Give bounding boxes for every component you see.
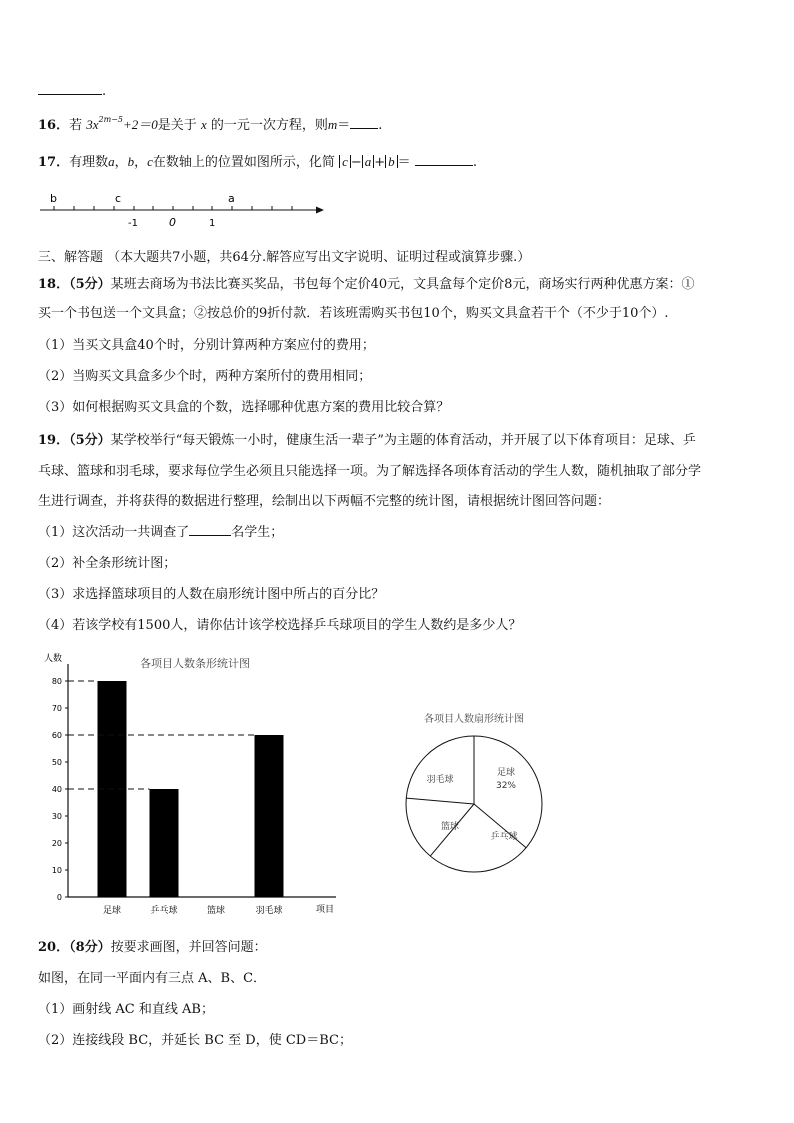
- q16-mid: 是关于: [157, 118, 197, 133]
- bar-chart: [36, 644, 356, 924]
- question-19-line3: 生进行调查，并将获得的数据进行整理，绘制出以下两幅不完整的统计图，请根据统计图回答问题：: [38, 494, 611, 509]
- q16-prefix: 若: [69, 118, 83, 133]
- q17-var-a: a: [108, 154, 115, 169]
- answer-blank: [350, 116, 378, 129]
- bar-chart-xlabel: 项目: [316, 905, 335, 915]
- pie-percent-label: 32%: [495, 781, 517, 791]
- question-19-sub1: [38, 521, 283, 540]
- question-19-sub4: （4）若该学校有1500人，请你估计该学校选择乒乓球项目的学生人数约是多少人？: [38, 618, 522, 633]
- q15-answer-line: [38, 82, 106, 99]
- point-label-b: b: [50, 192, 57, 205]
- pie-slice-label: 篮球: [440, 822, 460, 832]
- q17-plus: +: [374, 155, 386, 170]
- question-17: [38, 151, 477, 170]
- question-19-sub3: （3）求选择篮球项目的人数在扇形统计图中所占的百分比？: [38, 587, 385, 602]
- question-16: [38, 114, 382, 133]
- q17-text-a: 有理数: [69, 155, 109, 170]
- pie-chart: [396, 708, 556, 878]
- pie-slice-label: 足球: [496, 768, 516, 778]
- q19-sub1-a: （1）这次活动一共调查了: [38, 525, 190, 540]
- q17-var-c: c: [147, 154, 153, 169]
- q16-var-x: x: [200, 117, 207, 132]
- q17-abs-a: a: [362, 155, 375, 168]
- bar-1: [150, 789, 179, 897]
- question-19-sub2: （2）补全条形统计图；: [38, 556, 177, 571]
- pie-chart-title: 各项目人数扇形统计图: [424, 714, 524, 725]
- q20-text-1: 按要求画图，并回答问题：: [110, 940, 267, 955]
- x-tick-label: 足球: [102, 906, 122, 916]
- q16-mid2: 的一元一次方程，则: [210, 118, 328, 133]
- q16-equation-exponent: 2m−5: [98, 115, 123, 124]
- q15-tail: .: [102, 84, 107, 99]
- y-tick-label: 0: [56, 893, 62, 902]
- question-20-sub1: （1）画射线 AC 和直线 AB；: [38, 1002, 214, 1017]
- q17-sep: ，: [134, 155, 148, 170]
- q19-text-1: 某学校举行“每天锻炼一小时，健康生活一辈子”为主题的体育活动，并开展了以下体育项目：足球、乒: [110, 433, 696, 448]
- question-18-sub3: （3）如何根据购买文具盒的个数，选择哪种优惠方案的费用比较合算？: [38, 400, 450, 415]
- question-19-line1: [38, 429, 696, 448]
- answer-blank: [189, 523, 231, 536]
- question-20-line1: [38, 936, 267, 955]
- point-label-c: c: [115, 192, 122, 205]
- q16-equation-coef: 3x: [86, 117, 99, 132]
- q17-minus: −: [350, 155, 362, 170]
- y-tick-label: 30: [51, 812, 62, 821]
- question-19-line2: 乓球、篮球和羽毛球，要求每位学生必须且只能选择一项。为了解选择各项体育活动的学生人数，随机抽取了部分学: [38, 464, 702, 479]
- question-18-line2: 买一个书包送一个文具盒；②按总价的9折付款．若该班需购买书包10个，购买文具盒若干个（不少于10个）.: [38, 306, 669, 321]
- bar-chart-ylabel: 人数: [44, 654, 63, 664]
- q17-eq: ＝: [397, 155, 411, 170]
- q16-eqsign: ＝: [337, 118, 351, 133]
- answer-blank: [415, 153, 473, 166]
- question-18-sub1: （1）当买文具盒40个时，分别计算两种方案应付的费用；: [38, 338, 375, 353]
- y-tick-label: 20: [51, 839, 62, 848]
- y-tick-label: 10: [51, 866, 62, 875]
- x-tick-label: 羽毛球: [255, 906, 283, 916]
- point-label-a: a: [228, 192, 235, 205]
- q16-var-m: m: [327, 117, 338, 132]
- bar-3: [255, 735, 284, 897]
- y-tick-label: 40: [51, 785, 62, 794]
- q17-abs-b: b: [385, 155, 398, 168]
- number-line-figure: [36, 188, 336, 234]
- x-tick-label: 乒乓球: [150, 906, 178, 916]
- q19-sub1-b: 名学生；: [231, 525, 284, 540]
- q17-var-b: b: [127, 154, 135, 169]
- y-tick-label: 80: [51, 677, 62, 686]
- pie-slice-label: 羽毛球: [426, 775, 454, 785]
- q17-tail: .: [472, 155, 477, 170]
- q17-sep: ，: [114, 155, 128, 170]
- q17-abs-c: c: [339, 155, 351, 168]
- section-header: 三、解答题 （本大题共7小题，共64分.解答应写出文字说明、证明过程或演算步骤.）: [38, 250, 531, 265]
- tick-label-1: 1: [209, 218, 216, 229]
- question-18-sub2: （2）当购买文具盒多少个时，两种方案所付的费用相同；: [38, 369, 372, 384]
- y-tick-label: 70: [51, 704, 62, 713]
- q17-text-b: 在数轴上的位置如图所示，化简: [152, 155, 335, 170]
- y-tick-label: 60: [51, 731, 62, 740]
- q17-number: 17．: [38, 155, 70, 170]
- question-20-line2: 如图，在同一平面内有三点 A、B、C．: [38, 971, 267, 986]
- answer-blank: [38, 82, 102, 95]
- question-18-line1: [38, 273, 694, 292]
- question-20-sub2: （2）连接线段 BC，并延长 BC 至 D，使 CD＝BC；: [38, 1033, 352, 1048]
- pie-slice-label: 乒乓球: [490, 832, 518, 842]
- q18-text-1: 某班去商场为书法比赛买奖品，书包每个定价40元，文具盒每个定价8元，商场实行两种优惠方案：①: [110, 277, 695, 292]
- tick-label-0: 0: [169, 216, 176, 229]
- number-line-arrow: [316, 207, 324, 214]
- tick-label-neg1: -1: [128, 218, 138, 229]
- q18-header: 18．（5分）: [38, 277, 111, 292]
- q16-equation-rest: +2＝0: [123, 117, 158, 132]
- x-tick-label: 篮球: [206, 906, 226, 916]
- q16-tail: .: [378, 118, 383, 133]
- q16-number: 16．: [38, 118, 70, 133]
- bar-chart-title: 各项目人数条形统计图: [140, 657, 250, 670]
- y-tick-label: 50: [51, 758, 62, 767]
- q19-header: 19．（5分）: [38, 433, 111, 448]
- q20-header: 20．（8分）: [38, 940, 111, 955]
